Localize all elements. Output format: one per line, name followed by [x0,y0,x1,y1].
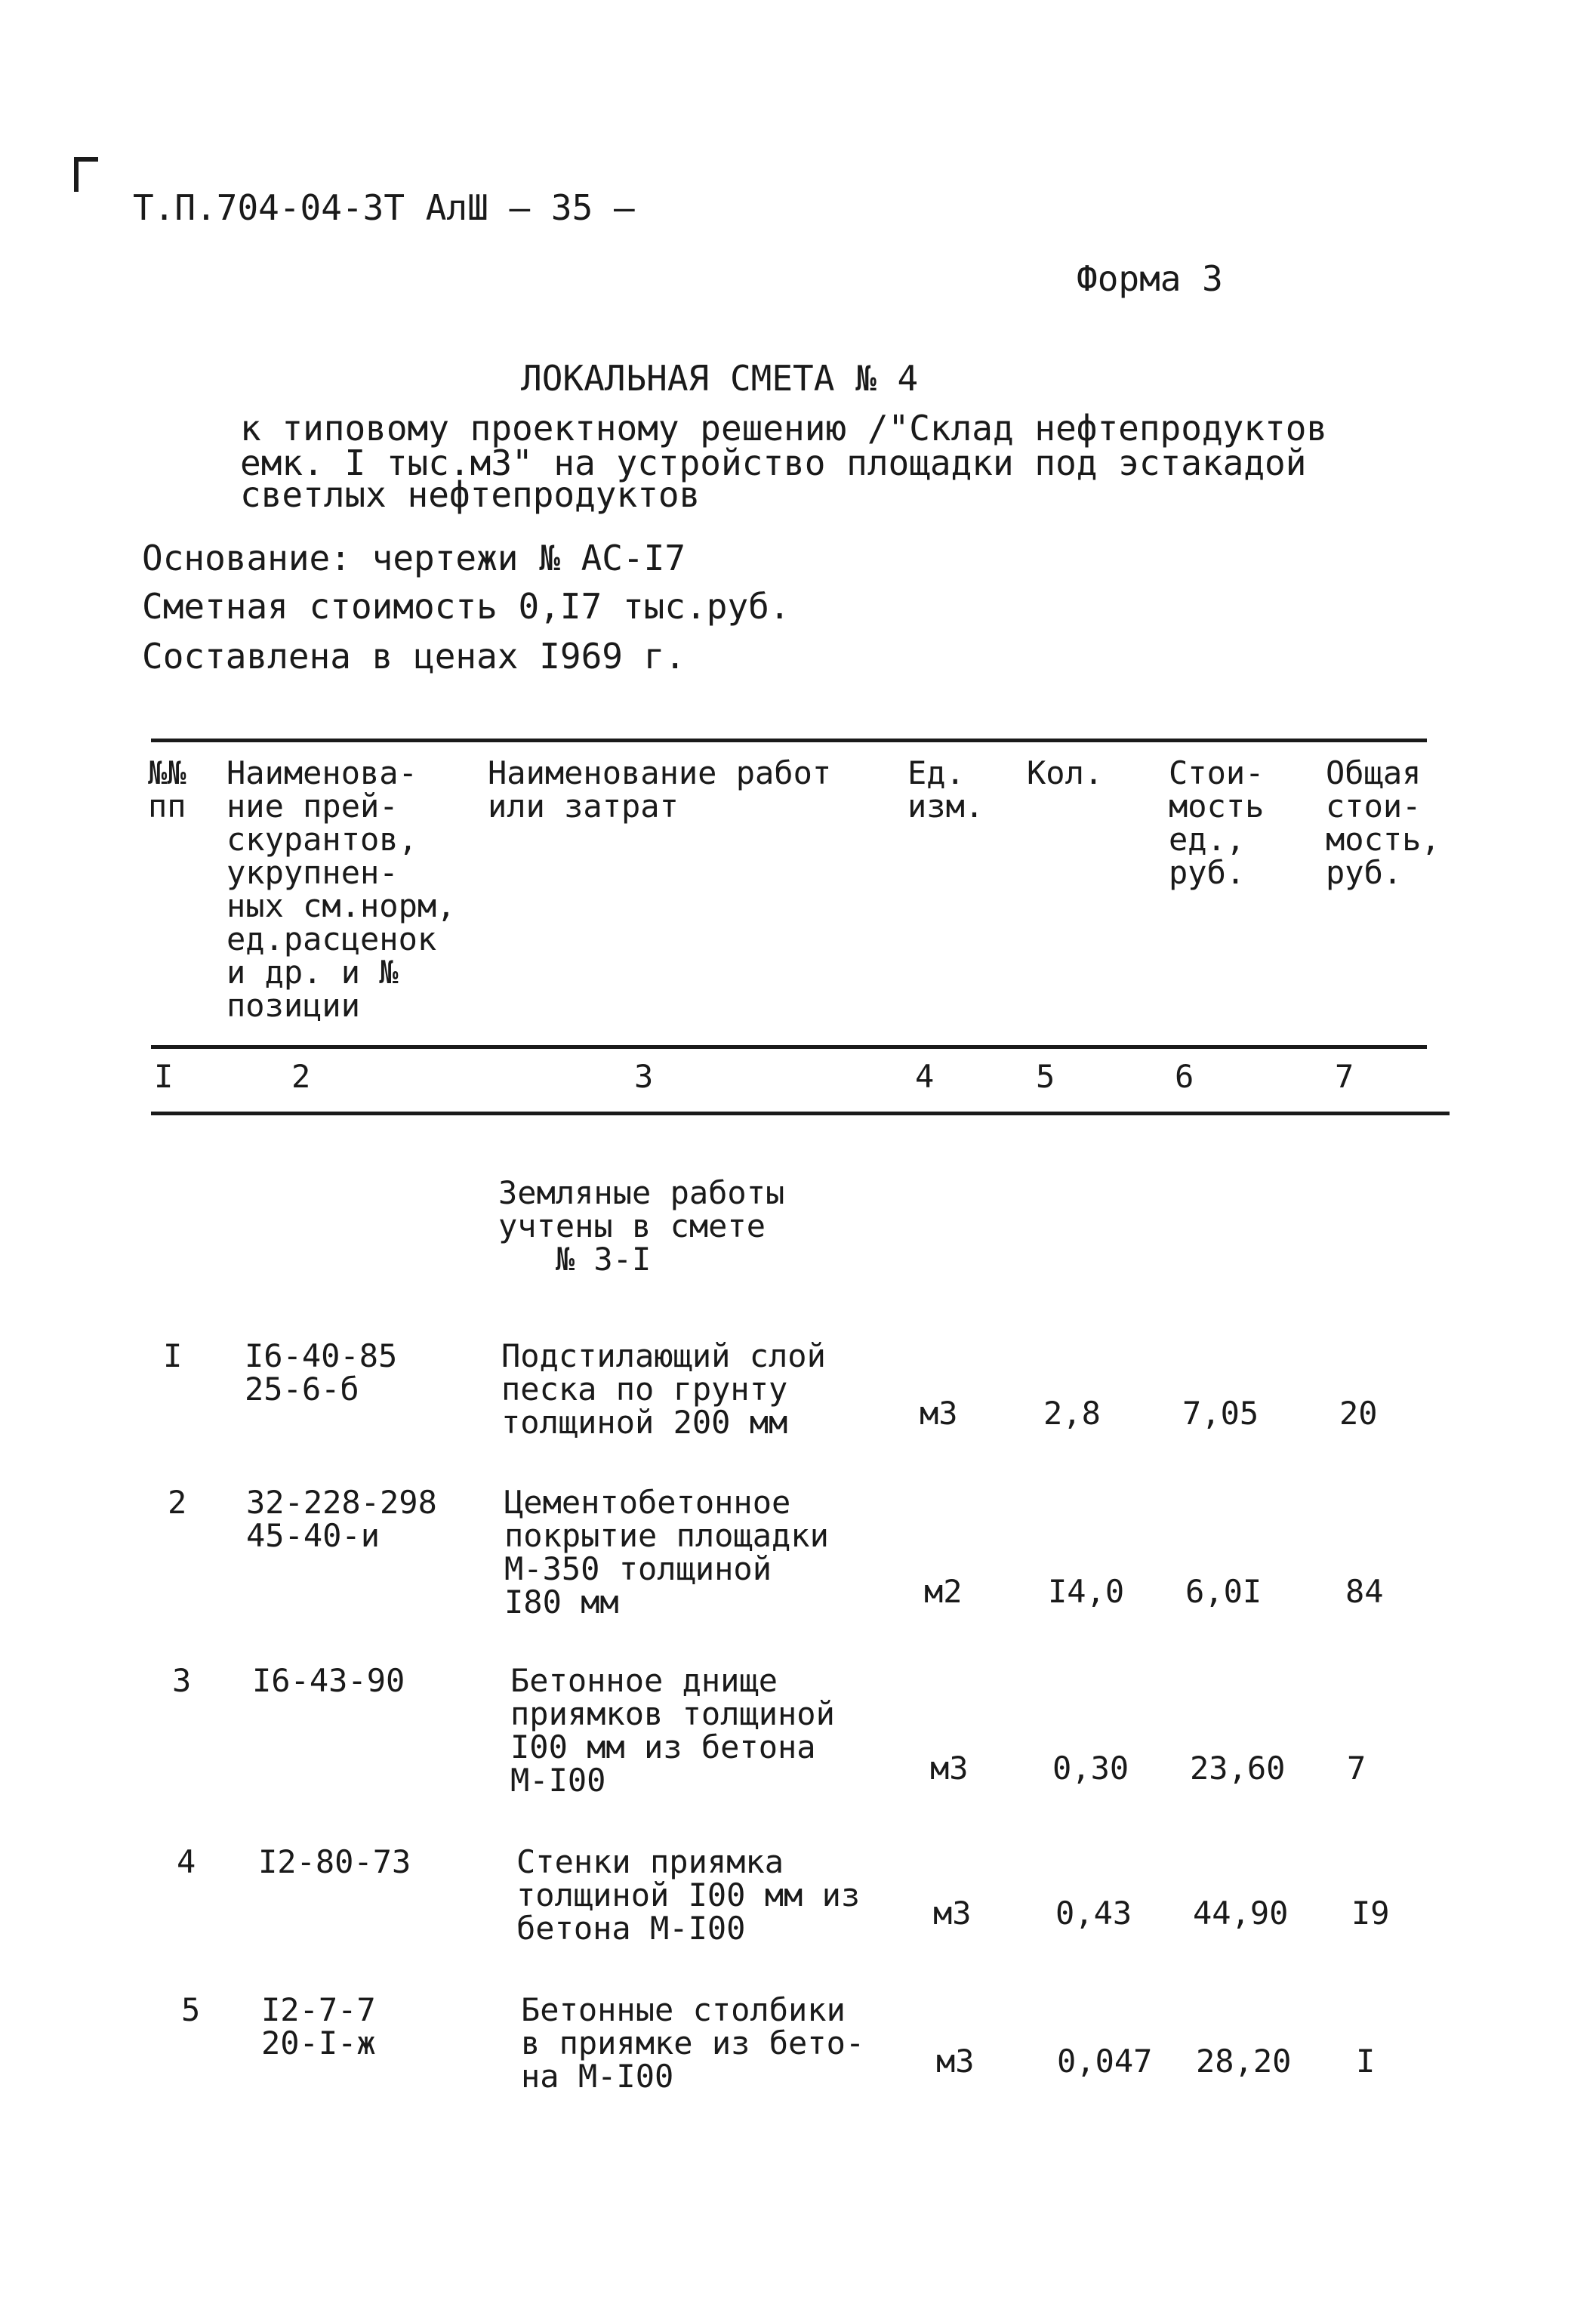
row-work-name: Бетонное днище приямков толщиной I00 мм из бетона М-I00 [510,1662,835,1799]
row-unit: м3 [933,1895,972,1932]
row-price-code: I6-43-90 [252,1662,405,1699]
row-quantity: I4,0 [1048,1573,1125,1610]
row-work-name: Цементобетонное покрытие площадки М-350 толщиной I80 мм [504,1484,829,1621]
column-numbers-rule [151,1112,1450,1115]
row-total-cost: 20 [1339,1395,1378,1432]
subtitle-line-1: к типовому проектному решению /"Склад нефтепродуктов [240,408,1328,449]
subtitle-line-3: светлых нефтепродуктов [240,474,701,515]
subtitle-line-2: емк. I тыс.м3" на устройство площадки под эстакадой [240,443,1307,483]
header-work-name: Наименование работ или затрат [488,754,832,825]
row-unit-cost: 7,05 [1182,1395,1259,1432]
row-total-cost: I [1356,2043,1376,2080]
header-price-code: Наименова- ние прей- скурантов, укрупнен- ных см.норм, ед.расценок и др. и № позиции [226,754,456,1024]
row-total-cost: I9 [1351,1895,1390,1932]
row-quantity: 0,43 [1055,1895,1132,1932]
row-number: 4 [177,1843,196,1880]
row-total-cost: 7 [1347,1750,1366,1787]
column-number-2: 2 [291,1058,311,1095]
document-code: Т.П.704-04-3Т АлШ — 35 — [133,187,635,228]
table-top-rule [151,739,1427,742]
row-number: 5 [181,1991,201,2028]
corner-mark [74,157,98,192]
header-total-cost: Общая стои- мость, руб. [1326,754,1440,891]
row-unit: м2 [924,1573,963,1610]
row-unit: м3 [936,2043,975,2080]
column-number-1: I [154,1058,174,1095]
row-work-name: Стенки приямка толщиной I00 мм из бетона М-I00 [516,1843,861,1947]
row-price-code: I2-7-7 20-I-ж [261,1991,376,2062]
row-price-code: I6-40-85 25-6-б [245,1337,398,1408]
column-number-7: 7 [1335,1058,1354,1095]
row-number: I [163,1337,183,1374]
row-unit-cost: 28,20 [1196,2043,1292,2080]
form-label: Форма 3 [1077,258,1223,299]
row-unit-cost: 44,90 [1193,1895,1289,1932]
row-total-cost: 84 [1345,1573,1384,1610]
row-work-name: Подстилающий слой песка по грунту толщиной 200 мм [501,1337,826,1441]
row-unit: м3 [930,1750,969,1787]
column-number-4: 4 [915,1058,935,1095]
document-title: ЛОКАЛЬНАЯ СМЕТА № 4 [521,358,919,399]
basis-line: Основание: чертежи № АС-I7 [142,538,686,578]
header-bottom-rule [151,1045,1427,1049]
price-base-line: Составлена в ценах I969 г. [142,636,686,677]
row-quantity: 2,8 [1043,1395,1101,1432]
row-work-name: Бетонные столбики в приямке из бето- на М-I00 [521,1991,865,2095]
row-unit: м3 [920,1395,958,1432]
header-quantity: Кол. [1027,754,1104,791]
row-unit-cost: 6,0I [1185,1573,1262,1610]
estimated-cost-line: Сметная стоимость 0,I7 тыс.руб. [142,586,790,627]
column-number-5: 5 [1036,1058,1055,1095]
row-price-code: I2-80-73 [258,1843,411,1880]
row-number: 3 [172,1662,192,1699]
section-note: Земляные работы учтены в смете № 3-I [498,1174,785,1278]
row-number: 2 [168,1484,187,1521]
header-number: №№ пп [148,754,186,825]
header-unit-cost: Стои- мость ед., руб. [1169,754,1265,891]
column-number-3: 3 [634,1058,654,1095]
row-quantity: 0,047 [1057,2043,1153,2080]
row-quantity: 0,30 [1052,1750,1129,1787]
row-price-code: 32-228-298 45-40-и [246,1484,437,1554]
header-unit: Ед. изм. [907,754,984,825]
row-unit-cost: 23,60 [1190,1750,1286,1787]
column-number-6: 6 [1175,1058,1194,1095]
